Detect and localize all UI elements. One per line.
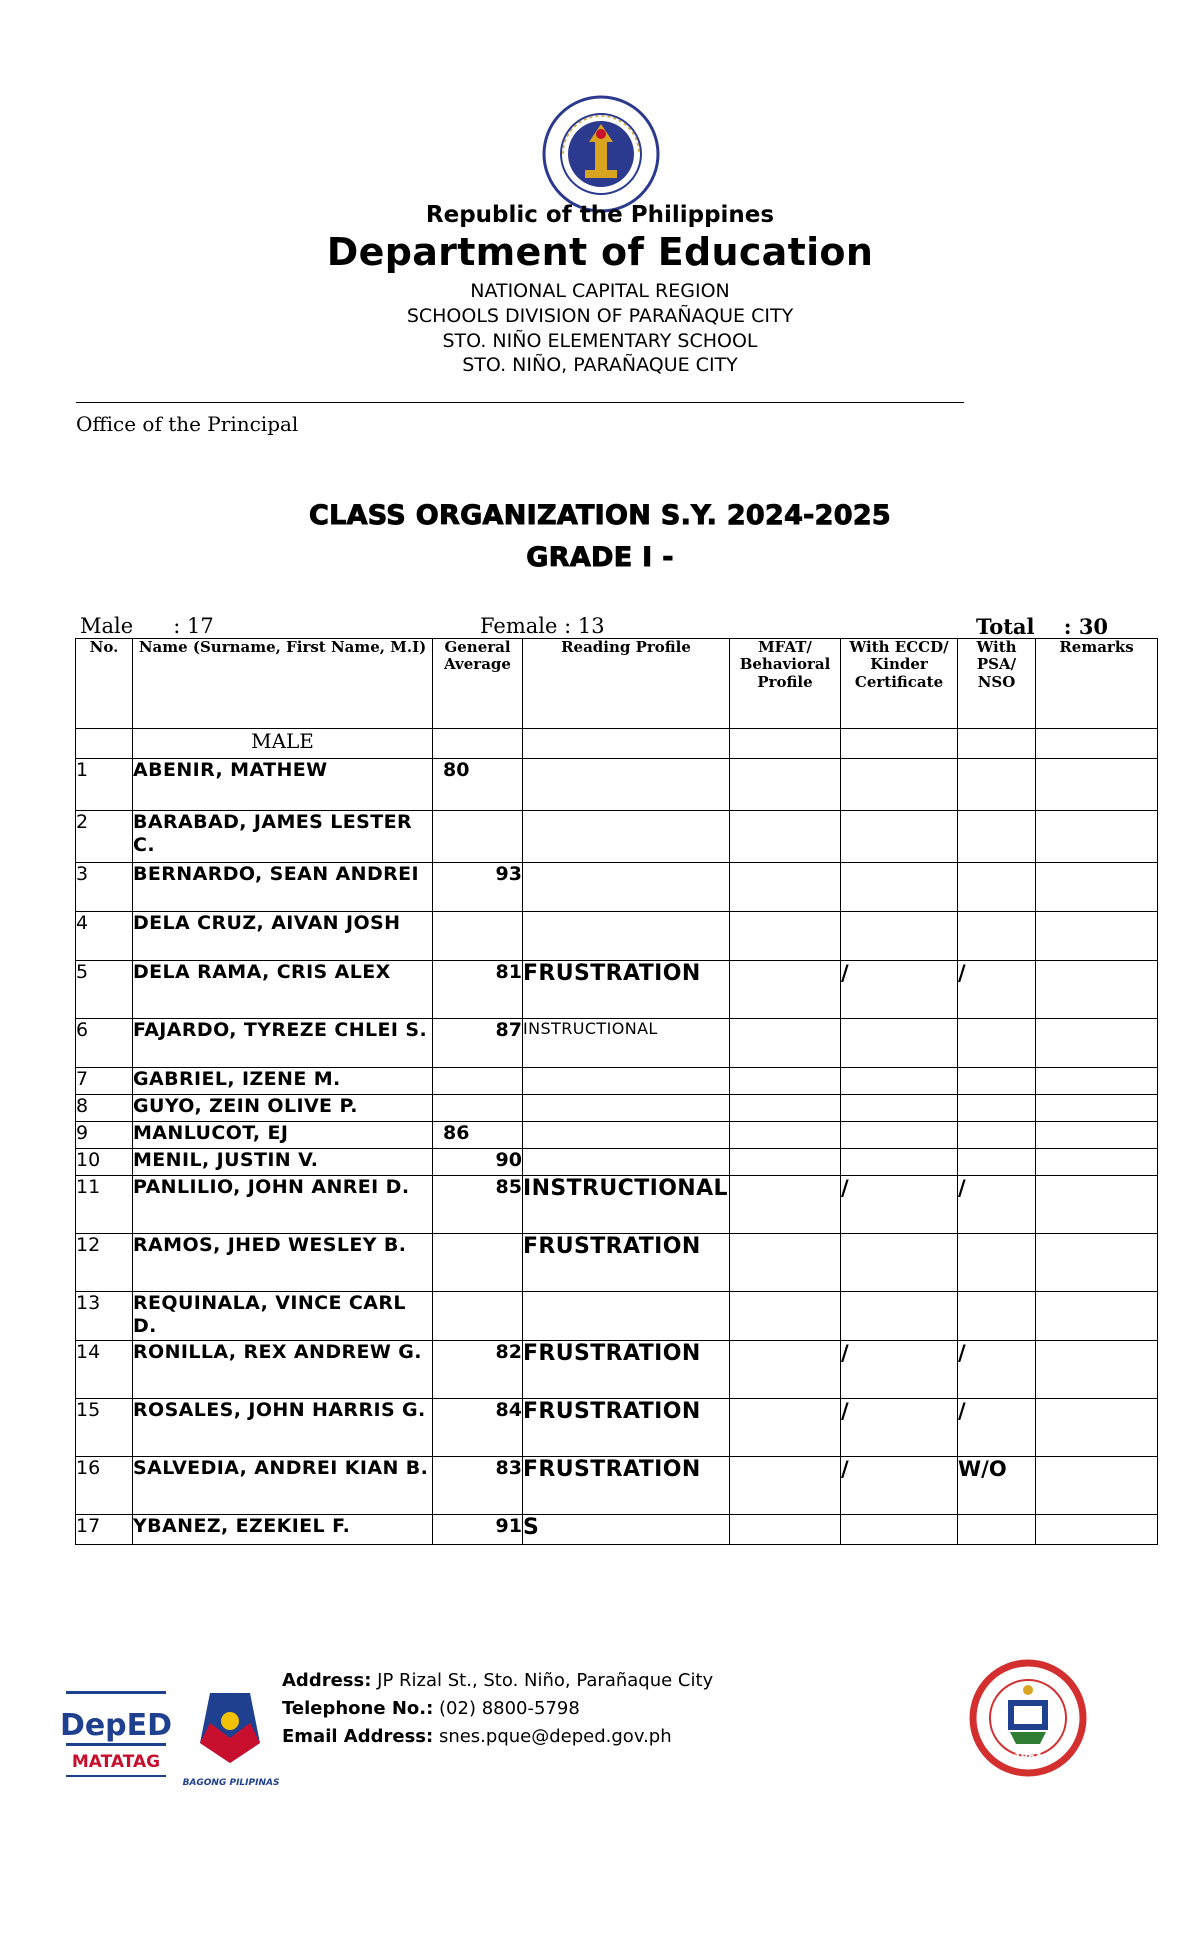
matatag-logo-text: MATATAG: [71, 1752, 161, 1772]
reading-profile: [523, 1149, 730, 1176]
email-value: snes.pque@deped.gov.ph: [433, 1726, 672, 1747]
city-line: STO. NIÑO, PARAÑAQUE CITY: [462, 354, 738, 376]
remarks-cell: [1036, 1399, 1158, 1457]
header-name: Name (Surname, First Name, M.I): [133, 639, 433, 729]
total-count: Total : 30: [976, 614, 1109, 639]
department-heading: Department of Education: [326, 230, 874, 274]
psa-cell: /: [958, 961, 1036, 1019]
table-row: [76, 1341, 1158, 1399]
table-row: [76, 1095, 1158, 1122]
remarks-cell: [1036, 912, 1158, 961]
reading-profile: INSTRUCTIONAL: [523, 1019, 730, 1068]
eccd-cell: [841, 1149, 958, 1176]
republic-heading: Republic of the Philippines: [425, 202, 775, 228]
student-name: BARABAD, JAMES LESTER C.: [133, 811, 433, 863]
eccd-cell: [841, 1234, 958, 1292]
address-value: JP Rizal St., Sto. Niño, Parañaque City: [371, 1670, 714, 1691]
reading-profile: FRUSTRATION: [523, 1399, 730, 1457]
reading-profile: [523, 1292, 730, 1341]
student-name: RAMOS, JHED WESLEY B.: [133, 1234, 433, 1292]
psa-cell: [958, 1149, 1036, 1176]
psa-cell: [958, 1019, 1036, 1068]
student-name: DELA RAMA, CRIS ALEX: [133, 961, 433, 1019]
psa-cell: [958, 863, 1036, 912]
general-average: 93: [433, 863, 523, 912]
row-number: 15: [76, 1399, 133, 1457]
eccd-cell: [841, 1515, 958, 1545]
student-name: DELA CRUZ, AIVAN JOSH: [133, 912, 433, 961]
reading-profile: [523, 811, 730, 863]
reading-profile: [523, 759, 730, 811]
remarks-cell: [1036, 1068, 1158, 1095]
general-average: 90: [433, 1149, 523, 1176]
student-name: MANLUCOT, EJ: [133, 1122, 433, 1149]
student-name: GUYO, ZEIN OLIVE P.: [133, 1095, 433, 1122]
general-average: 86: [433, 1122, 523, 1149]
table-row: [76, 1149, 1158, 1176]
eccd-cell: [841, 1095, 958, 1122]
student-name: MENIL, JUSTIN V.: [133, 1149, 433, 1176]
table-row: [76, 1122, 1158, 1149]
row-number: 12: [76, 1234, 133, 1292]
telephone-label: Telephone No.:: [282, 1698, 434, 1719]
psa-cell: [958, 1095, 1036, 1122]
mfat-cell: [730, 863, 841, 912]
remarks-cell: [1036, 1149, 1158, 1176]
eccd-cell: [841, 912, 958, 961]
remarks-cell: [1036, 1176, 1158, 1234]
mfat-cell: [730, 1292, 841, 1341]
mfat-cell: [730, 1095, 841, 1122]
bagong-pilipinas-logo: [180, 1683, 282, 1793]
grade-title: GRADE I -: [526, 542, 674, 573]
mfat-cell: [730, 811, 841, 863]
eccd-cell: [841, 1292, 958, 1341]
table-row: [76, 1399, 1158, 1457]
eccd-cell: [841, 863, 958, 912]
remarks-cell: [1036, 1341, 1158, 1399]
row-number: 13: [76, 1292, 133, 1341]
reading-profile: FRUSTRATION: [523, 1457, 730, 1515]
student-name: REQUINALA, VINCE CARL D.: [133, 1292, 433, 1341]
student-name: FAJARDO, TYREZE CHLEI S.: [133, 1019, 433, 1068]
row-number: 7: [76, 1068, 133, 1095]
psa-cell: [958, 1515, 1036, 1545]
psa-cell: /: [958, 1399, 1036, 1457]
mfat-cell: [730, 1515, 841, 1545]
table-row: [76, 1068, 1158, 1095]
reading-profile: S: [523, 1515, 730, 1545]
row-number: 6: [76, 1019, 133, 1068]
division-line: SCHOOLS DIVISION OF PARAÑAQUE CITY: [406, 305, 794, 327]
table-row: [76, 961, 1158, 1019]
psa-cell: [958, 1122, 1036, 1149]
remarks-cell: [1036, 961, 1158, 1019]
remarks-cell: [1036, 759, 1158, 811]
header-mfat: MFAT/ Behavioral Profile: [730, 639, 841, 729]
general-average: [433, 811, 523, 863]
psa-cell: /: [958, 1341, 1036, 1399]
office-label: Office of the Principal: [76, 412, 299, 436]
reading-profile: FRUSTRATION: [523, 961, 730, 1019]
row-number: 17: [76, 1515, 133, 1545]
general-average: [433, 1292, 523, 1341]
mfat-cell: [730, 1122, 841, 1149]
remarks-cell: [1036, 1122, 1158, 1149]
table-row: [76, 1019, 1158, 1068]
eccd-cell: [841, 1122, 958, 1149]
remarks-cell: [1036, 1095, 1158, 1122]
section-male: MALE: [133, 729, 433, 759]
student-name: RONILLA, REX ANDREW G.: [133, 1341, 433, 1399]
remarks-cell: [1036, 1515, 1158, 1545]
table-row: [76, 1234, 1158, 1292]
remarks-cell: [1036, 1292, 1158, 1341]
row-number: 16: [76, 1457, 133, 1515]
mfat-cell: [730, 912, 841, 961]
school-seal-logo: [970, 1660, 1086, 1776]
eccd-cell: /: [841, 1399, 958, 1457]
header-eccd: With ECCD/ Kinder Certificate: [841, 639, 958, 729]
document-title: CLASS ORGANIZATION S.Y. 2024-2025: [308, 500, 892, 531]
class-roster-table: [75, 638, 1158, 1545]
table-row: [76, 863, 1158, 912]
remarks-cell: [1036, 1457, 1158, 1515]
header-divider: [76, 402, 964, 403]
address-line: [282, 1670, 713, 1691]
eccd-cell: [841, 1068, 958, 1095]
reading-profile: [523, 863, 730, 912]
female-count: Female : 13: [480, 614, 605, 638]
eccd-cell: /: [841, 961, 958, 1019]
deped-matatag-logo: [59, 1683, 173, 1793]
table-row: [76, 1176, 1158, 1234]
address-label: Address:: [282, 1670, 372, 1691]
table-row: [76, 912, 1158, 961]
row-number: 1: [76, 759, 133, 811]
mfat-cell: [730, 1019, 841, 1068]
eccd-cell: [841, 759, 958, 811]
general-average: 82: [433, 1341, 523, 1399]
region-line: NATIONAL CAPITAL REGION: [470, 280, 730, 302]
reading-profile: [523, 1095, 730, 1122]
row-number: 9: [76, 1122, 133, 1149]
header-psa: With PSA/ NSO: [958, 639, 1036, 729]
psa-cell: W/O: [958, 1457, 1036, 1515]
row-number: 14: [76, 1341, 133, 1399]
psa-cell: [958, 811, 1036, 863]
reading-profile: INSTRUCTIONAL: [523, 1176, 730, 1234]
mfat-cell: [730, 759, 841, 811]
email-label: Email Address:: [282, 1726, 434, 1747]
male-count: Male : 17: [80, 614, 214, 638]
psa-cell: /: [958, 1176, 1036, 1234]
student-name: ROSALES, JOHN HARRIS G.: [133, 1399, 433, 1457]
remarks-cell: [1036, 1019, 1158, 1068]
general-average: 83: [433, 1457, 523, 1515]
school-seal-year: 1964: [1014, 1752, 1042, 1763]
psa-cell: [958, 1292, 1036, 1341]
reading-profile: [523, 1122, 730, 1149]
mfat-cell: [730, 961, 841, 1019]
general-average: [433, 1095, 523, 1122]
mfat-cell: [730, 1234, 841, 1292]
row-number: 3: [76, 863, 133, 912]
eccd-cell: /: [841, 1176, 958, 1234]
psa-cell: [958, 912, 1036, 961]
row-number: 10: [76, 1149, 133, 1176]
deped-seal-logo: [541, 94, 661, 214]
reading-profile: FRUSTRATION: [523, 1341, 730, 1399]
psa-cell: [958, 1068, 1036, 1095]
header-general-average: General Average: [433, 639, 523, 729]
row-number: 11: [76, 1176, 133, 1234]
row-number: 5: [76, 961, 133, 1019]
eccd-cell: [841, 1019, 958, 1068]
student-name: ABENIR, MATHEW: [133, 759, 433, 811]
table-row: [76, 1515, 1158, 1545]
general-average: 80: [433, 759, 523, 811]
telephone-value: (02) 8800-5798: [433, 1698, 580, 1719]
general-average: [433, 1234, 523, 1292]
row-number: 2: [76, 811, 133, 863]
table-row: [76, 759, 1158, 811]
remarks-cell: [1036, 1234, 1158, 1292]
header-remarks: Remarks: [1036, 639, 1158, 729]
general-average: [433, 912, 523, 961]
general-average: 91: [433, 1515, 523, 1545]
mfat-cell: [730, 1341, 841, 1399]
student-name: GABRIEL, IZENE M.: [133, 1068, 433, 1095]
row-number: 4: [76, 912, 133, 961]
mfat-cell: [730, 1399, 841, 1457]
eccd-cell: /: [841, 1457, 958, 1515]
psa-cell: [958, 759, 1036, 811]
student-name: YBANEZ, EZEKIEL F.: [133, 1515, 433, 1545]
table-row: [76, 1457, 1158, 1515]
header-reading-profile: Reading Profile: [523, 639, 730, 729]
header-no: No.: [76, 639, 133, 729]
student-name: PANLILIO, JOHN ANREI D.: [133, 1176, 433, 1234]
deped-logo-text: DepED: [59, 1708, 173, 1743]
remarks-cell: [1036, 811, 1158, 863]
telephone-line: [282, 1698, 580, 1719]
student-name: SALVEDIA, ANDREI KIAN B.: [133, 1457, 433, 1515]
general-average: 87: [433, 1019, 523, 1068]
row-number: 8: [76, 1095, 133, 1122]
email-line: [282, 1726, 672, 1747]
reading-profile: [523, 912, 730, 961]
reading-profile: FRUSTRATION: [523, 1234, 730, 1292]
general-average: 85: [433, 1176, 523, 1234]
school-line: STO. NIÑO ELEMENTARY SCHOOL: [442, 330, 758, 352]
eccd-cell: /: [841, 1341, 958, 1399]
mfat-cell: [730, 1068, 841, 1095]
bagong-pilipinas-text: BAGONG PILIPINAS: [182, 1778, 280, 1788]
mfat-cell: [730, 1176, 841, 1234]
table-row: [76, 1292, 1158, 1341]
mfat-cell: [730, 1457, 841, 1515]
mfat-cell: [730, 1149, 841, 1176]
eccd-cell: [841, 811, 958, 863]
table-row: [76, 811, 1158, 863]
reading-profile: [523, 1068, 730, 1095]
psa-cell: [958, 1234, 1036, 1292]
general-average: 84: [433, 1399, 523, 1457]
remarks-cell: [1036, 863, 1158, 912]
student-name: BERNARDO, SEAN ANDREI: [133, 863, 433, 912]
general-average: 81: [433, 961, 523, 1019]
general-average: [433, 1068, 523, 1095]
